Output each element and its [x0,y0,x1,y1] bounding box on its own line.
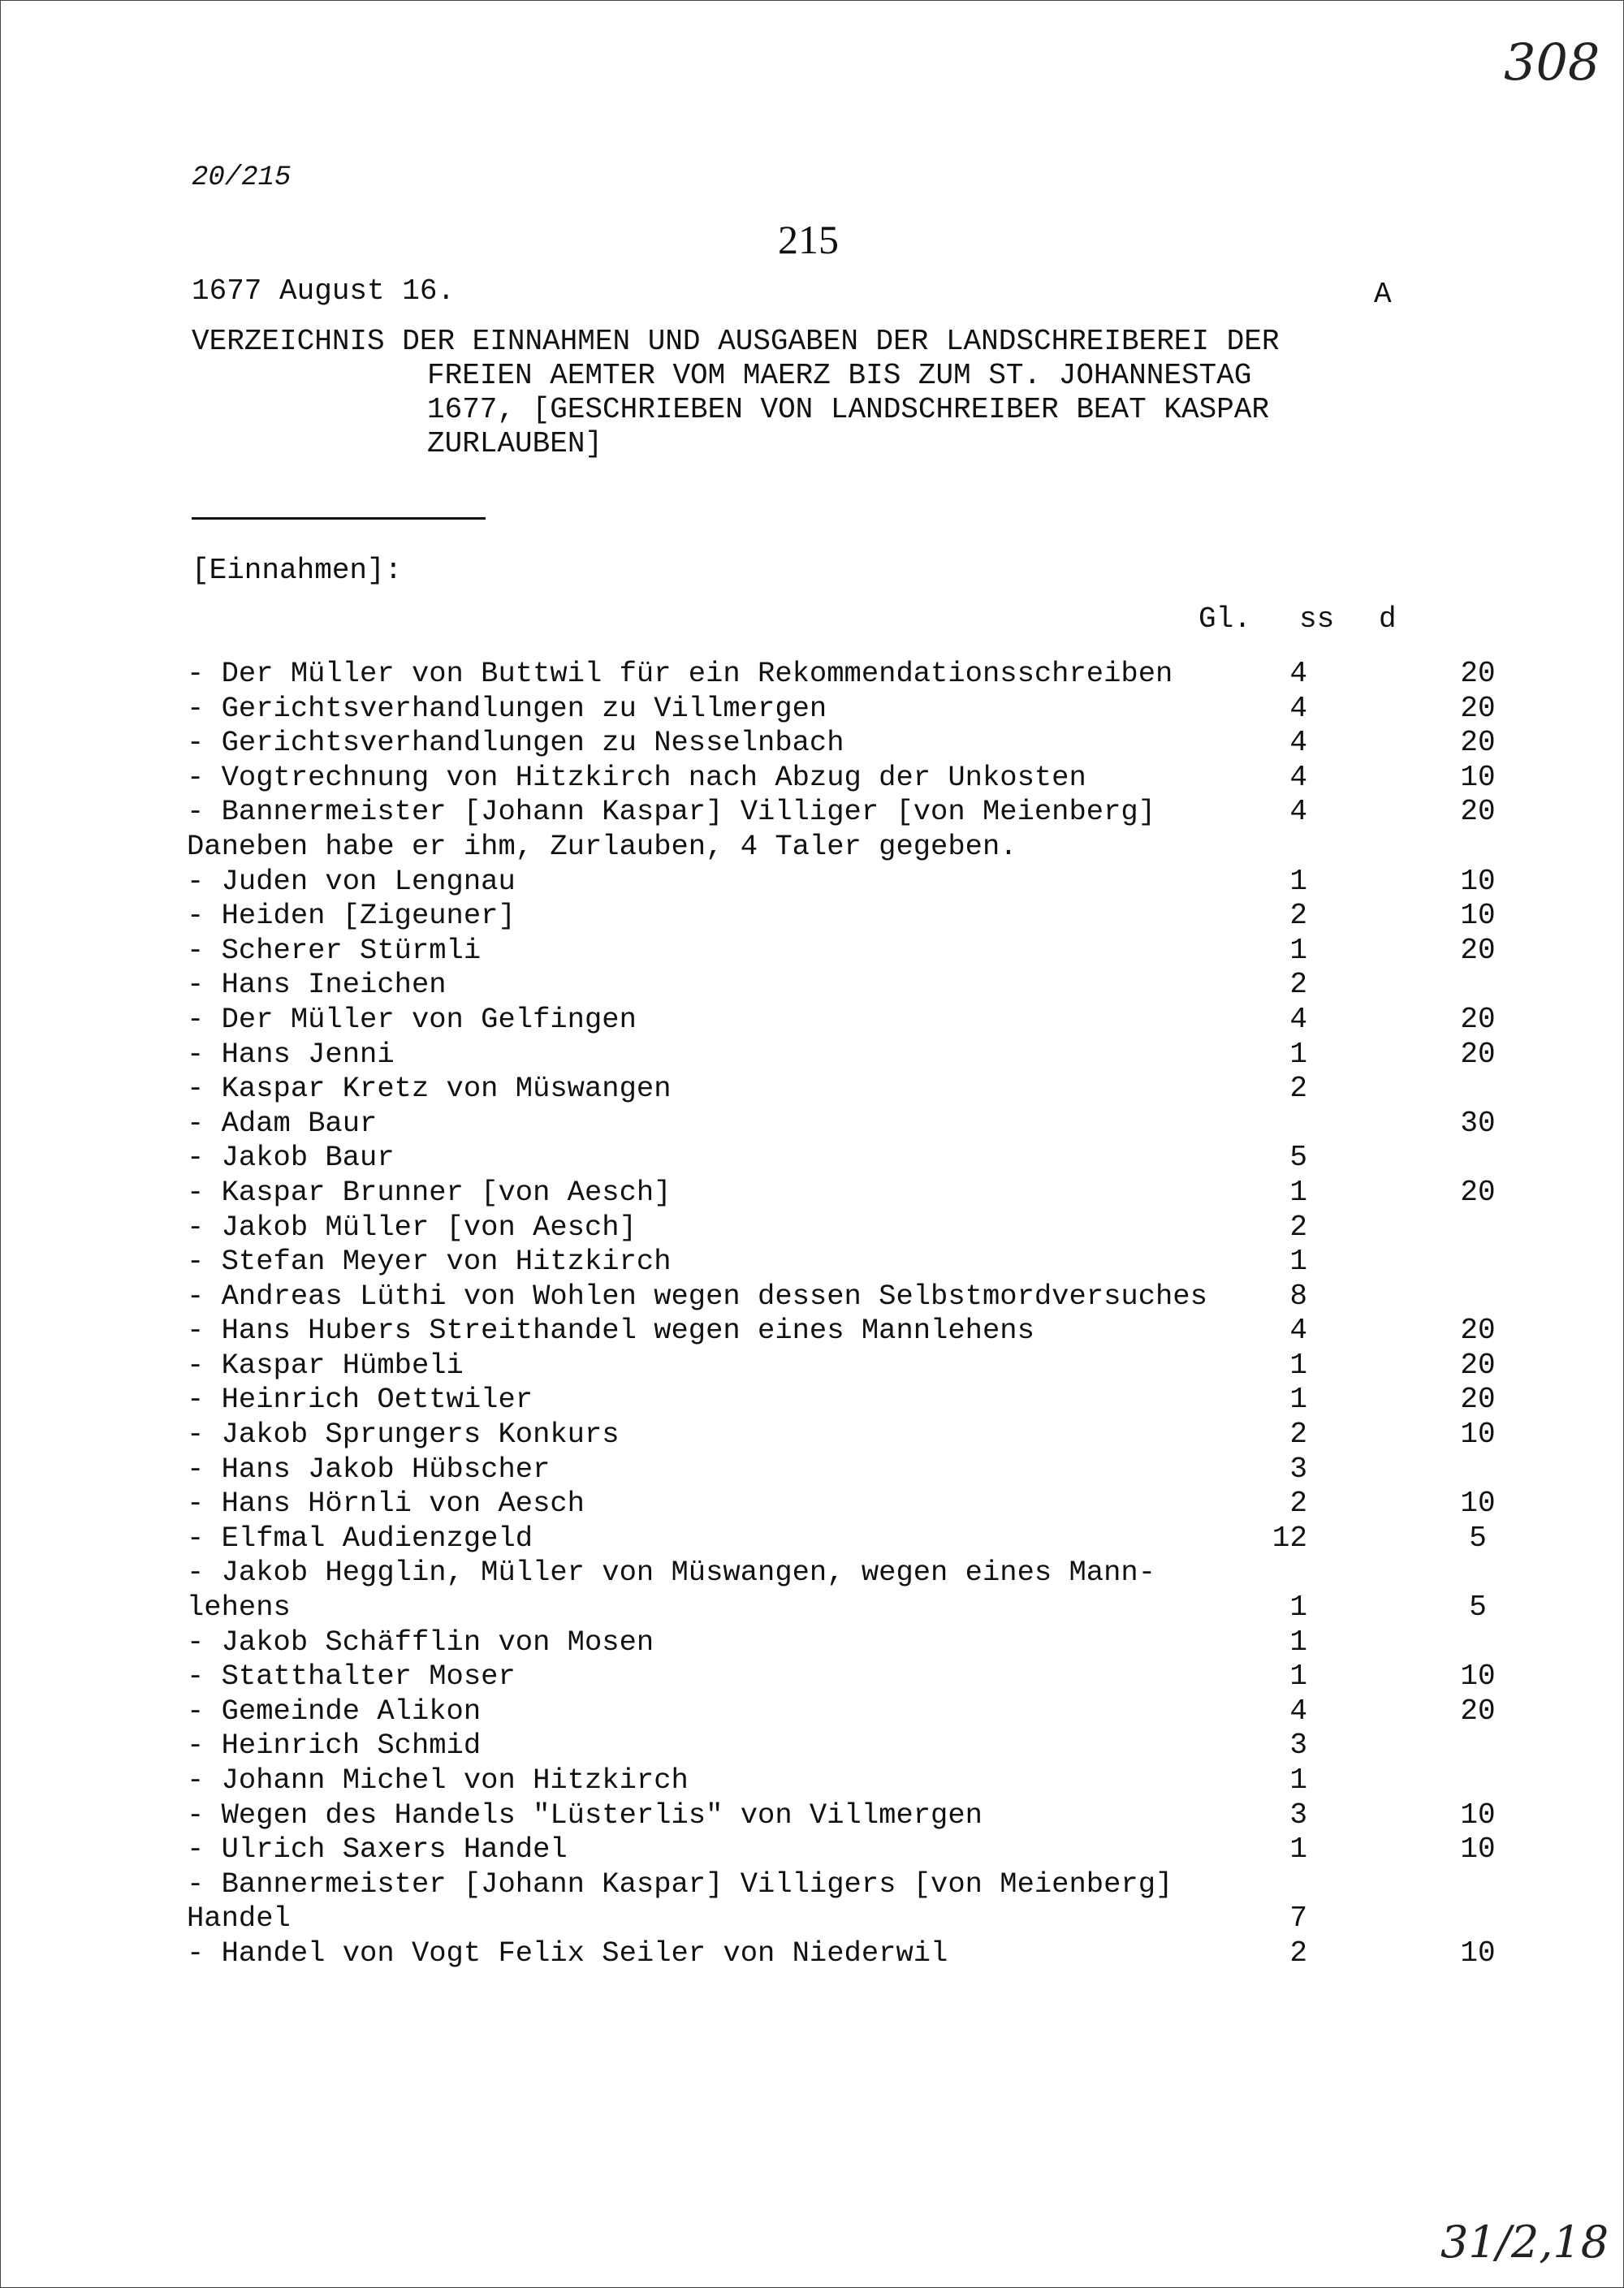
entry-gulden: 1 [1289,1591,1307,1625]
entry-gulden: 12 [1272,1521,1307,1555]
entry-gulden: 2 [1289,1487,1307,1521]
entry-text: Daneben habe er ihm, Zurlauben, 4 Taler gegeben. [187,829,1017,863]
list-item [187,691,1496,727]
list-item [187,1383,1496,1418]
entry-text: - Johann Michel von Hitzkirch [187,1763,689,1797]
entry-gulden: 3 [1289,1452,1307,1486]
list-item [187,933,1496,969]
entry-text: - Bannermeister [Johann Kaspar] Villigers [von Meienberg] [187,1867,1173,1901]
section-heading: [Einnahmen]: [192,554,403,587]
document-date: 1677 August 16. [192,274,456,308]
entry-gulden: 4 [1289,1694,1307,1728]
entry-text: - Statthalter Moser [187,1660,516,1694]
entry-gulden: 5 [1289,1141,1307,1175]
list-item [187,1141,1421,1176]
entry-text: - Ulrich Saxers Handel [187,1833,568,1867]
entry-gulden: 4 [1289,657,1307,690]
entry-schilling: 20 [1460,933,1496,967]
list-item [187,1072,1421,1107]
entry-gulden: 7 [1289,1902,1307,1936]
entry-schilling: 20 [1460,1383,1496,1417]
entry-gulden: 4 [1289,726,1307,760]
entry-text: - Kaspar Hümbeli [187,1348,464,1382]
list-item [187,1106,1496,1142]
entry-schilling: 20 [1460,1694,1496,1728]
entry-text: - Heinrich Oettwiler [187,1383,533,1417]
entry-text: - Adam Baur [187,1106,378,1140]
entry-text: - Gerichtsverhandlungen zu Nesselnbach [187,726,844,760]
entry-schilling: 20 [1460,1037,1496,1071]
entry-text: - Jakob Baur [187,1141,395,1175]
entry-gulden: 1 [1289,1037,1307,1071]
entry-schilling: 20 [1460,726,1496,760]
list-item [187,726,1496,761]
entry-text: lehens [187,1591,291,1625]
entry-gulden: 1 [1289,1245,1307,1279]
list-item [187,1625,1421,1660]
list-item [187,1002,1496,1038]
entry-text: - Hans Hörnli von Aesch [187,1487,585,1521]
list-item [187,1037,1496,1073]
entry-text: - Gerichtsverhandlungen zu Villmergen [187,691,827,725]
list-item [187,1453,1421,1487]
entry-text: - Gemeinde Alikon [187,1694,482,1728]
entry-text: - Kaspar Brunner [von Aesch] [187,1175,672,1209]
document-marker: A [1374,278,1392,311]
list-item [187,1694,1496,1729]
reference-number: 20/215 [192,162,292,193]
list-item [187,1833,1496,1867]
list-item [187,968,1421,1003]
entry-text: - Juden von Lengnau [187,864,516,898]
list-item [187,657,1496,692]
entry-schilling: 10 [1460,864,1496,898]
entry-schilling: 20 [1460,657,1496,690]
handwritten-folio-number: 308 [1504,32,1600,92]
entry-text: - Scherer Stürmli [187,933,482,967]
list-item [187,1763,1421,1798]
entry-text: - Heinrich Schmid [187,1729,482,1763]
entry-schilling: 10 [1460,1936,1496,1970]
entry-schilling: 10 [1460,1798,1496,1832]
entry-text: - Jakob Schäfflin von Mosen [187,1625,654,1659]
entry-text: - Wegen des Handels "Lüsterlis" von Villmergen [187,1798,983,1832]
entry-text: Handel [187,1902,291,1936]
entries-list [187,657,1496,1971]
list-item [187,1556,1421,1591]
column-header-d: d [1379,602,1397,636]
title-line: 1677, [GESCHRIEBEN VON LANDSCHREIBER BEAT KASPAR [427,393,1269,426]
entry-schilling: 20 [1460,1175,1496,1209]
entry-schilling: 10 [1460,899,1496,933]
list-item [187,1211,1421,1245]
entry-text: - Der Müller von Buttwil für ein Rekommendationsschreiben [187,657,1173,690]
entry-gulden: 3 [1289,1729,1307,1763]
list-item [187,1245,1421,1280]
entry-text: - Hans Ineichen [187,968,447,1002]
entry-gulden: 1 [1289,864,1307,898]
entry-schilling: 5 [1469,1591,1487,1625]
list-item [187,1729,1421,1763]
column-header-ss: ss [1299,602,1335,636]
entry-schilling: 30 [1460,1106,1496,1140]
list-item [187,1936,1496,1971]
entry-gulden: 2 [1289,1418,1307,1452]
entry-text: - Jakob Müller [von Aesch] [187,1210,637,1244]
column-header-gl: Gl. [1199,602,1251,636]
entry-text: - Hans Hubers Streithandel wegen eines Mannlehens [187,1314,1034,1348]
list-item [187,1175,1496,1211]
entry-text: - Hans Jenni [187,1037,395,1071]
entry-schilling: 20 [1460,1314,1496,1348]
entry-text: - Hans Jakob Hübscher [187,1452,551,1486]
entry-text: - Stefan Meyer von Hitzkirch [187,1245,672,1279]
handwritten-archive-number: 31/2,18 [1440,2217,1609,2268]
entry-gulden: 1 [1289,1348,1307,1382]
entry-gulden: 1 [1289,1660,1307,1694]
list-item [187,1348,1496,1384]
list-item [187,864,1496,900]
entry-gulden: 2 [1289,1072,1307,1106]
entry-gulden: 2 [1289,1210,1307,1244]
entry-schilling: 10 [1460,1487,1496,1521]
entry-gulden: 3 [1289,1798,1307,1832]
list-item [187,1280,1421,1315]
entry-text: - Kaspar Kretz von Müswangen [187,1072,672,1106]
entry-schilling: 10 [1460,1418,1496,1452]
list-item [187,795,1496,830]
entry-gulden: 2 [1289,899,1307,933]
list-item [187,1660,1496,1694]
entry-text: - Der Müller von Gelfingen [187,1002,637,1036]
entry-schilling: 10 [1460,1660,1496,1694]
entry-gulden: 4 [1289,1314,1307,1348]
list-item [187,1867,1421,1902]
list-item [187,1521,1487,1556]
entry-schilling: 20 [1460,1002,1496,1036]
list-item [187,1798,1496,1833]
list-item [187,1487,1496,1522]
entry-schilling: 10 [1460,760,1496,794]
entry-gulden: 1 [1289,1383,1307,1417]
entry-text: - Elfmal Audienzgeld [187,1521,533,1555]
entry-schilling: 20 [1460,795,1496,829]
entry-schilling: 20 [1460,691,1496,725]
entry-text: - Jakob Sprungers Konkurs [187,1418,620,1452]
entry-text: - Heiden [Zigeuner] [187,899,516,933]
entry-gulden: 1 [1289,1175,1307,1209]
entry-gulden: 4 [1289,760,1307,794]
entry-gulden: 2 [1289,1936,1307,1970]
page-number: 215 [778,217,839,262]
document-title [192,325,1458,461]
entry-gulden: 1 [1289,1833,1307,1867]
title-line: FREIEN AEMTER VOM MAERZ BIS ZUM ST. JOHANNESTAG [427,359,1252,392]
title-line: ZURLAUBEN] [427,427,603,460]
list-item [187,830,1421,865]
entry-text: - Bannermeister [Johann Kaspar] Villiger [von Meienberg] [187,795,1155,829]
separator-rule [192,517,486,520]
entry-schilling: 20 [1460,1348,1496,1382]
list-item [187,1591,1487,1625]
entry-gulden: 4 [1289,795,1307,829]
title-line: VERZEICHNIS DER EINNAHMEN UND AUSGABEN DER LANDSCHREIBEREI DER [192,325,1280,358]
entry-gulden: 1 [1289,933,1307,967]
entry-gulden: 2 [1289,968,1307,1002]
entry-text: - Vogtrechnung von Hitzkirch nach Abzug der Unkosten [187,760,1086,794]
list-item [187,1902,1421,1936]
entry-schilling: 5 [1469,1521,1487,1555]
entry-text: - Handel von Vogt Felix Seiler von Niederwil [187,1936,948,1970]
entry-gulden: 8 [1289,1279,1307,1313]
list-item [187,760,1496,796]
list-item [187,1418,1496,1453]
entry-gulden: 4 [1289,1002,1307,1036]
list-item [187,899,1496,934]
entry-gulden: 1 [1289,1763,1307,1797]
entry-text: - Jakob Hegglin, Müller von Müswangen, wegen eines Mann- [187,1556,1155,1590]
entry-text: - Andreas Lüthi von Wohlen wegen dessen Selbstmordversuches [187,1279,1207,1313]
entry-schilling: 10 [1460,1833,1496,1867]
list-item [187,1314,1496,1349]
entry-gulden: 1 [1289,1625,1307,1659]
entry-gulden: 4 [1289,691,1307,725]
